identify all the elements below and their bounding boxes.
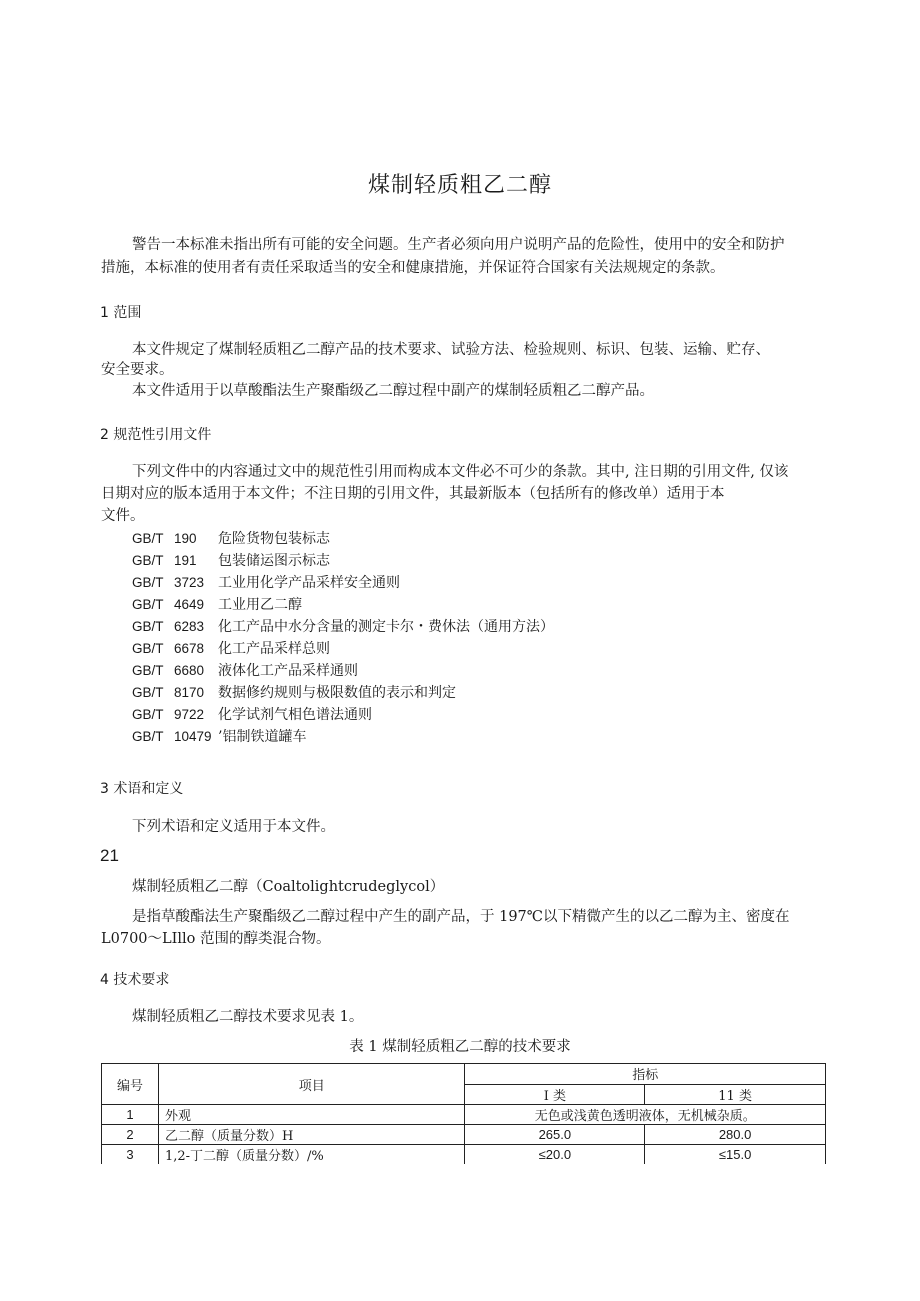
reference-number: 6283 [174, 619, 205, 634]
reference-number: 4649 [174, 597, 205, 612]
reference-code: GB/T [132, 597, 164, 612]
table-row [102, 1105, 826, 1125]
document-title: 煤制轻质粗乙二醇 [367, 173, 552, 198]
header-item: 项目 [158, 1064, 465, 1105]
reference-name: 工业用乙二醇 [218, 597, 302, 613]
reference-item [132, 726, 306, 748]
reference-item [132, 550, 330, 572]
header-number: 编号 [102, 1064, 159, 1105]
reference-number: 191 [174, 553, 197, 568]
row-number: 1 [102, 1105, 159, 1125]
row-number: 3 [102, 1145, 159, 1165]
reference-code: GB/T [132, 553, 164, 568]
reference-item [132, 528, 330, 550]
row-merged-value: 无色或浅黄色透明液体，无机械杂质。 [465, 1105, 826, 1125]
terms-intro: 下列术语和定义适用于本文件。 [132, 819, 335, 835]
row-value-class-2: 280.0 [645, 1125, 826, 1145]
scope-line-1: 本文件规定了煤制轻质粗乙二醇产品的技术要求、试验方法、检验规则、标识、包装、运输、贮存、 [132, 342, 770, 358]
requirements-table [101, 1063, 826, 1164]
reference-number: 9722 [174, 707, 205, 722]
header-class-2: 11 类 [645, 1084, 826, 1105]
references-intro-line-2: 日期对应的版本适用于本文件；不注日期的引用文件，其最新版本（包括所有的修改单）适用于本 [101, 486, 725, 502]
reference-code: GB/T [132, 663, 164, 678]
row-value-class-1: 265.0 [465, 1125, 645, 1145]
table-header-row [102, 1064, 826, 1085]
requirements-intro: 煤制轻质粗乙二醇技术要求见表 1。 [132, 1009, 364, 1025]
table-row [102, 1145, 826, 1165]
reference-item [132, 660, 358, 682]
row-number: 2 [102, 1125, 159, 1145]
reference-item [132, 704, 372, 726]
header-index: 指标 [465, 1064, 826, 1085]
section-2-heading: 2 规范性引用文件 [100, 427, 212, 443]
scope-applicability: 本文件适用于以草酸酯法生产聚酯级乙二醇过程中副产的煤制轻质粗乙二醇产品。 [132, 383, 654, 399]
reference-code: GB/T [132, 575, 164, 590]
reference-item [132, 572, 400, 594]
reference-name: 数据修约规则与极限数值的表示和判定 [218, 685, 456, 701]
reference-item [132, 682, 456, 704]
scope-line-2: 安全要求。 [101, 362, 174, 378]
reference-number: 190 [174, 531, 197, 546]
section-3-heading: 3 术语和定义 [100, 781, 184, 797]
term-definition-line-1: 是指草酸酯法生产聚酯级乙二醇过程中产生的副产品，于 197℃以下精微产生的以乙二醇为主、密度在 [132, 909, 790, 925]
row-item: 外观 [158, 1105, 465, 1125]
reference-code: GB/T [132, 729, 164, 744]
term-number: 21 [100, 846, 119, 865]
reference-code: GB/T [132, 531, 164, 546]
reference-name: 包装储运图示标志 [218, 553, 330, 569]
reference-number: 3723 [174, 575, 205, 590]
section-1-heading: 1 范围 [100, 305, 142, 321]
header-class-1: I 类 [465, 1084, 645, 1105]
warning-line-1: 警告一本标准未指出所有可能的安全问题。生产者必须向用户说明产品的危险性，使用中的安全和防护 [132, 237, 785, 253]
references-intro-line-3: 文件。 [101, 508, 145, 524]
reference-name: 工业用化学产品采样安全通则 [218, 575, 400, 591]
reference-number: 6678 [174, 641, 205, 656]
row-value-class-1: ≤20.0 [465, 1145, 645, 1165]
reference-item [132, 594, 302, 616]
reference-number: 6680 [174, 663, 205, 678]
reference-name: 危险货物包装标志 [218, 531, 330, 547]
reference-name: ’铝制铁道罐车 [218, 729, 307, 745]
references-intro-line-1: 下列文件中的内容通过文中的规范性引用而构成本文件必不可少的条款。其中, 注日期的引用文件, 仅该 [132, 464, 789, 480]
reference-code: GB/T [132, 619, 164, 634]
table-row [102, 1125, 826, 1145]
term-definition-line-2: L0700～LIllo 范围的醇类混合物。 [101, 931, 331, 947]
reference-item [132, 638, 330, 660]
term-name: 煤制轻质粗乙二醇（Coaltolightcrudeglycol） [132, 879, 445, 895]
reference-number: 8170 [174, 685, 205, 700]
reference-number: 10479 [174, 729, 212, 744]
reference-name: 化工产品采样总则 [218, 641, 330, 657]
row-item: 1,2-丁二醇（质量分数）/% [158, 1145, 465, 1165]
row-item: 乙二醇（质量分数）H [158, 1125, 465, 1145]
row-value-class-2: ≤15.0 [645, 1145, 826, 1165]
reference-name: 化学试剂气相色谱法通则 [218, 707, 372, 723]
reference-code: GB/T [132, 707, 164, 722]
section-4-heading: 4 技术要求 [100, 972, 170, 988]
reference-code: GB/T [132, 685, 164, 700]
warning-line-2: 措施，本标准的使用者有责任采取适当的安全和健康措施，并保证符合国家有关法规规定的条款。 [101, 260, 725, 276]
reference-item [132, 616, 554, 638]
reference-code: GB/T [132, 641, 164, 656]
reference-name: 化工产品中水分含量的测定卡尔・费休法（通用方法） [218, 619, 554, 635]
reference-name: 液体化工产品采样通则 [218, 663, 358, 679]
table-caption: 表 1 煤制轻质粗乙二醇的技术要求 [349, 1039, 571, 1055]
